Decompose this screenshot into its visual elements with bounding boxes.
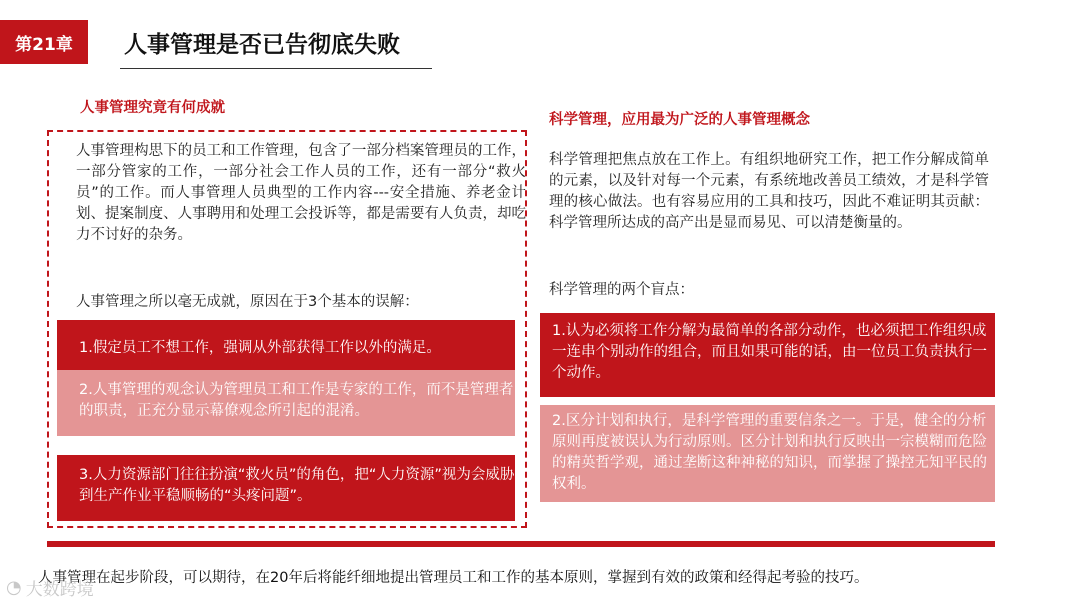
slide-title: 人事管理是否已告彻底失败 — [124, 31, 400, 58]
watermark-logo-icon: ◔ — [6, 577, 22, 598]
right-paragraph-blindspots: 科学管理的两个盲点： — [549, 282, 694, 298]
misunderstanding-item-1: 1.假定员工不想工作，强调从外部获得工作以外的满足。 — [57, 320, 515, 376]
misunderstanding-item-2: 2.人事管理的观念认为管理员工和工作是专家的工作，而不是管理者的职责，正充分显示幕僚观念所引起的混淆。 — [57, 370, 515, 436]
summary-text: 人事管理在起步阶段，可以期待，在20年后将能纤细地提出管理员工和工作的基本原则，掌握到有效的政策和经得起考验的技巧。 — [38, 570, 869, 586]
left-paragraph-intro: 人事管理构思下的员工和工作管理，包含了一部分档案管理员的工作，一部分管家的工作，一部分社会工作人员的工作，还有一部分“救火员”的工作。而人事管理人员典型的工作内容---安全措施、养老金计划、提案制度、人事聘用和处理工会投诉等，都是需要有人负责，却吃力不讨好的杂务。 — [76, 143, 526, 243]
right-section-heading: 科学管理，应用最为广泛的人事管理概念 — [549, 112, 810, 128]
blindspot-item-2: 2.区分计划和执行，是科学管理的重要信条之一。于是，健全的分析原则再度被误认为行动原则。区分计划和执行反映出一宗模糊而危险的精英哲学观，通过垄断这种神秘的知识，而掌握了操控无知平民的权利。 — [540, 405, 995, 502]
left-section-heading: 人事管理究竟有何成就 — [80, 100, 225, 116]
right-paragraph-intro: 科学管理把焦点放在工作上。有组织地研究工作，把工作分解成简单的元素，以及针对每一个元素，有系统地改善员工绩效，才是科学管理的核心做法。也有容易应用的工具和技巧，因此不难证明其贡献：科学管理所达成的高产出是显而易见、可以清楚衡量的。 — [549, 152, 989, 231]
left-paragraph-misunderstandings: 人事管理之所以毫无成就，原因在于3个基本的误解： — [76, 294, 419, 310]
bottom-divider — [47, 541, 995, 547]
watermark-text: 大数跨境 — [25, 580, 94, 600]
title-underline — [120, 68, 432, 69]
chapter-tag: 第21章 — [0, 20, 88, 64]
watermark — [6, 575, 94, 600]
misunderstanding-item-3: 3.人力资源部门往往扮演“救火员”的角色，把“人力资源”视为会威胁到生产作业平稳顺畅的“头疼问题”。 — [57, 455, 515, 521]
blindspot-item-1: 1.认为必须将工作分解为最简单的各部分动作，也必须把工作组织成一连串个别动作的组合，而且如果可能的话，由一位员工负责执行一个动作。 — [540, 313, 995, 397]
